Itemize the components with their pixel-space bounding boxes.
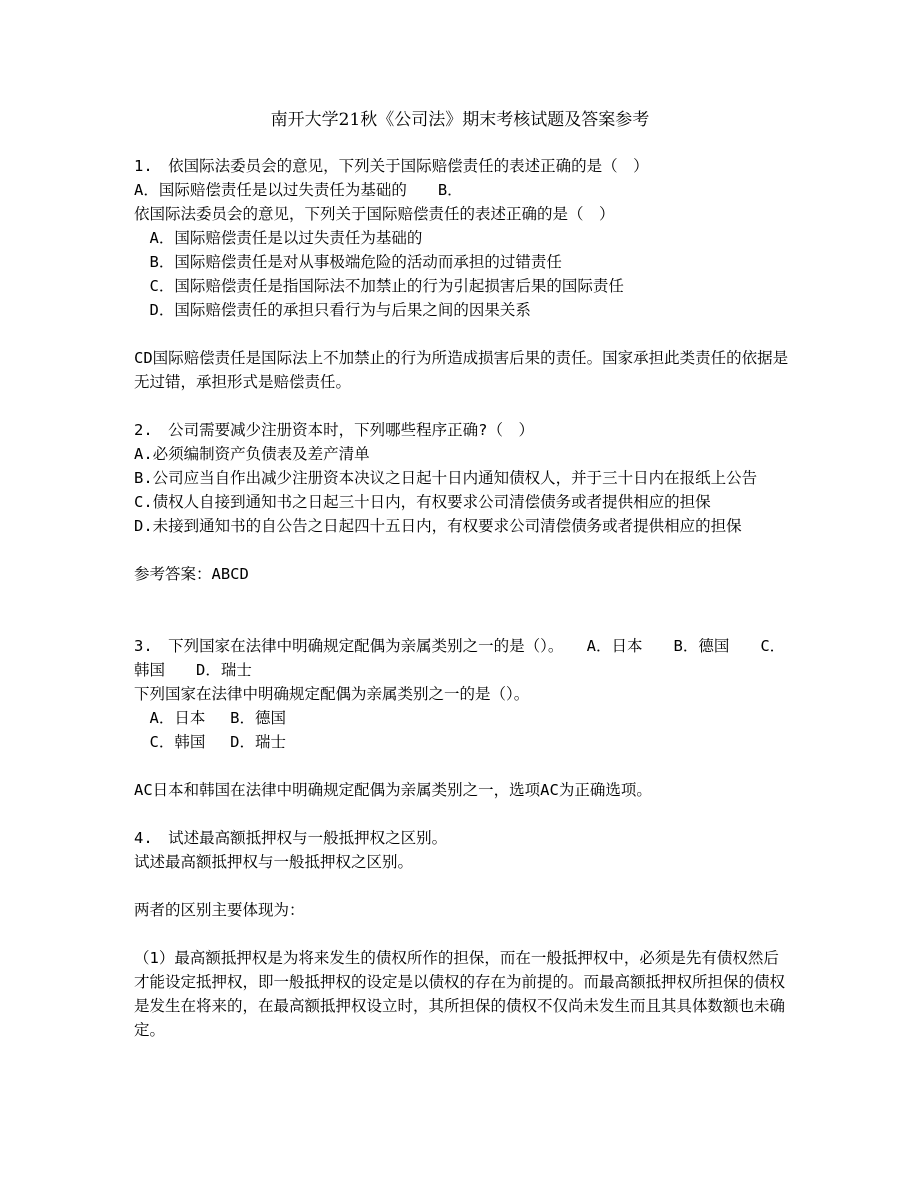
question-1-stem: 1. 依国际法委员会的意见，下列关于国际赔偿责任的表述正确的是（ ） [134,157,649,175]
spacer [134,754,794,778]
spacer [134,922,794,946]
question-3-options-cd: C．韩国 D．瑞士 [134,733,286,751]
spacer [134,538,794,562]
question-3-answer: AC日本和韩国在法律中明确规定配偶为亲属类别之一，选项AC为正确选项。 [134,781,652,799]
question-1-stem-short: A．国际赔偿责任是以过失责任为基础的 B． [134,181,463,199]
question-2-option-d: D.未接到通知书的自公告之日起四十五日内，有权要求公司清偿债务或者提供相应的担保 [134,517,742,535]
question-3-options-ab: A．日本 B．德国 [134,709,286,727]
question-1-option-b: B．国际赔偿责任是对从事极端危险的活动而承担的过错责任 [134,253,562,271]
question-1-answer: CD国际赔偿责任是国际法上不加禁止的行为所造成损害后果的责任。国家承担此类责任的依据是无过错，承担形式是赔偿责任。 [134,349,789,391]
question-1 [134,154,794,394]
question-4 [134,826,794,1042]
question-2-option-c: C.债权人自接到通知书之日起三十日内，有权要求公司清偿债务或者提供相应的担保 [134,493,711,511]
document-body [134,154,794,1042]
question-4-stem-repeat: 试述最高额抵押权与一般抵押权之区别。 [134,853,414,871]
question-2-option-a: A.必须编制资产负债表及差产清单 [134,445,370,463]
question-2-option-b: B.公司应当自作出减少注册资本决议之日起十日内通知债权人，并于三十日内在报纸上公告 [134,469,758,487]
question-1-option-a: A．国际赔偿责任是以过失责任为基础的 [134,229,423,247]
question-1-option-c: C．国际赔偿责任是指国际法不加禁止的行为引起损害后果的国际责任 [134,277,624,295]
question-2-stem: 2. 公司需要减少注册资本时，下列哪些程序正确?（ ） [134,421,534,439]
spacer [134,322,794,346]
spacer [134,874,794,898]
question-3-stem-repeat: 下列国家在法律中明确规定配偶为亲属类别之一的是（）。 [134,685,530,703]
question-3 [134,634,794,802]
question-4-stem: 4. 试述最高额抵押权与一般抵押权之区别。 [134,829,448,847]
question-4-answer-paragraph-1: （1）最高额抵押权是为将来发生的债权所作的担保，而在一般抵押权中，必须是先有债权然后才能设定抵押权，即一般抵押权的设定是以债权的存在为前提的。而最高额抵押权所担保的债权是发生在将来的，在最高额抵押权设立时，其所担保的债权不仅尚未发生而且其具体数额也未确定。 [134,949,786,1039]
question-1-option-d: D．国际赔偿责任的承担只看行为与后果之间的因果关系 [134,301,531,319]
question-2-answer: 参考答案：ABCD [134,565,249,583]
spacer [134,802,794,826]
question-2 [134,418,794,586]
question-4-answer-intro: 两者的区别主要体现为： [134,901,305,919]
question-1-stem-repeat: 依国际法委员会的意见，下列关于国际赔偿责任的表述正确的是（ ） [134,205,615,223]
spacer [134,586,794,634]
question-3-stem: 3. 下列国家在法律中明确规定配偶为亲属类别之一的是（）。 A．日本 B．德国 C．韩国 D．瑞士 [134,637,786,679]
document-title: 南开大学21秋《公司法》期末考核试题及答案参考 [270,110,650,130]
spacer [134,394,794,418]
